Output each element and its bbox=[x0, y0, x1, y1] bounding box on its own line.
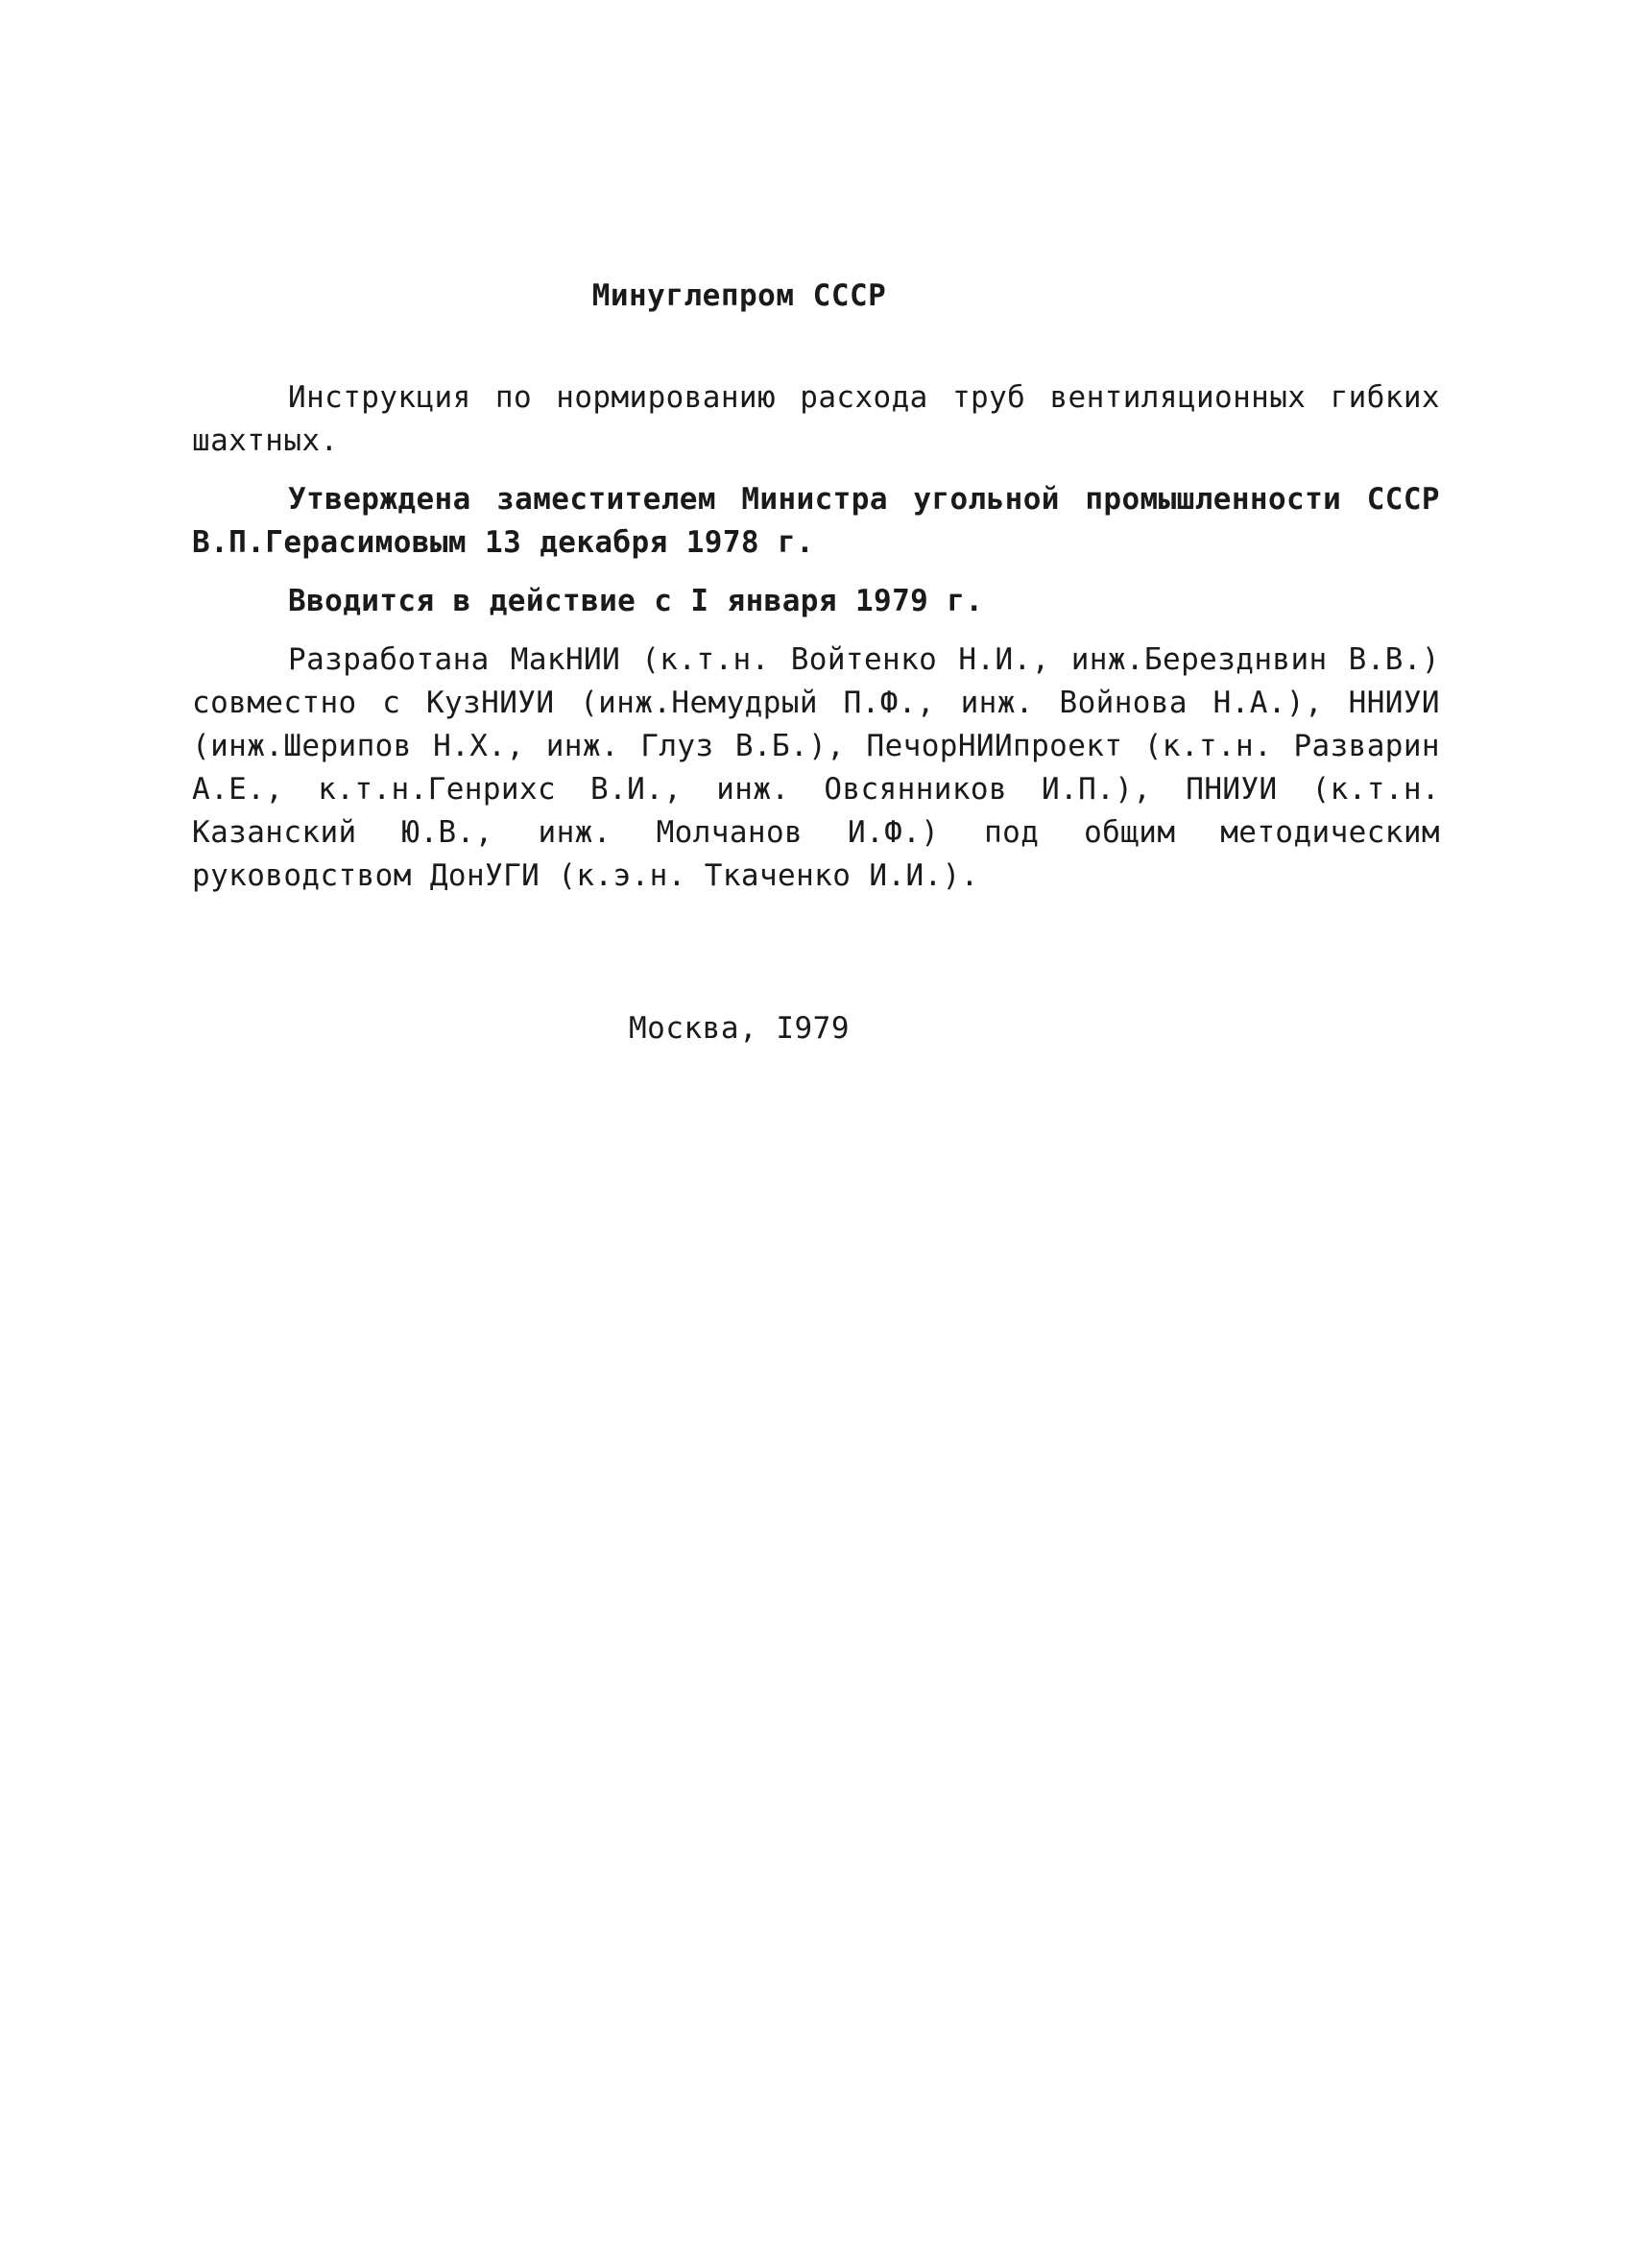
effective-date-note: Вводится в действие с I января 1979 г. bbox=[288, 584, 984, 618]
place-year: Москва, I979 bbox=[629, 1011, 850, 1046]
approval-note: Утверждена заместителем Министра угольной промышленности СССР В.П.Герасимовым 13 декабря 1978 г. bbox=[192, 482, 1440, 560]
instruction-title: Инструкция по нормированию расхода труб вентиляционных гибких шахтных. bbox=[192, 380, 1440, 458]
developers-note: Разработана МакНИИ (к.т.н. Войтенко Н.И., инж.Березднвин В.В.) совместно с КузНИУИ (инж.Немудрый П.Ф., инж. Войнова Н.А.), ННИУИ (инж.Шерипов Н.Х., инж. Глуз В.Б.), ПечорНИИпроект (к.т.н. Разварин А.Е., к.т.н.Генрихс В.И., инж. Овсянников И.П.), ПНИУИ (к.т.н. Казанский Ю.В., инж. Молчанов И.Ф.) под общим методическим руководством ДонУГИ (к.э.н. Ткаченко И.И.). bbox=[192, 642, 1440, 893]
document-body bbox=[192, 376, 1440, 913]
ministry-heading: Минуглепром СССР bbox=[591, 278, 887, 313]
